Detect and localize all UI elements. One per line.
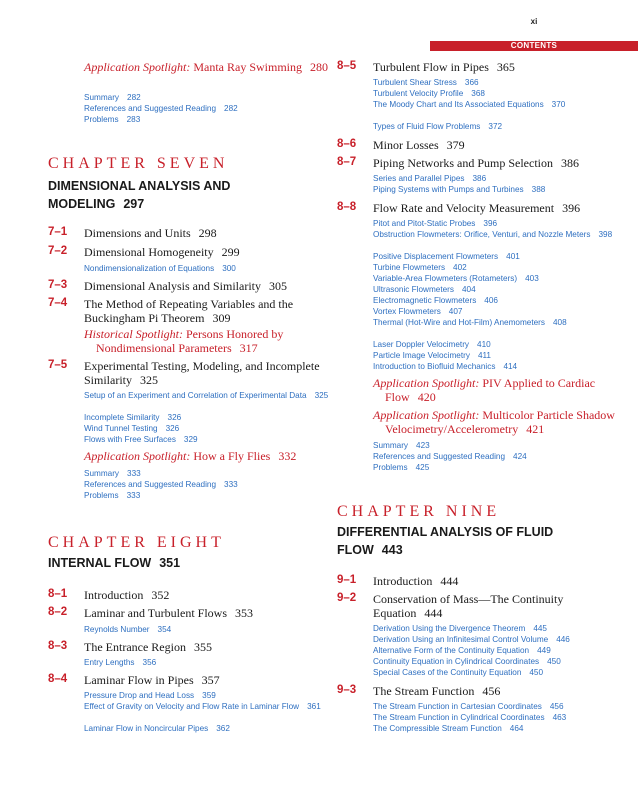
subsection-title: Turbulent Shear Stress bbox=[373, 78, 457, 87]
subsection-title: Introduction to Biofluid Mechanics bbox=[373, 362, 496, 371]
section-number: 8–7 bbox=[337, 156, 357, 168]
page-ref: 398 bbox=[598, 230, 613, 239]
spotlight-label: Application Spotlight: bbox=[84, 60, 191, 74]
subsection-entry[interactable] bbox=[84, 690, 334, 701]
subsection-entry[interactable] bbox=[373, 317, 635, 328]
section-number: 8–8 bbox=[337, 201, 357, 213]
section-number: 8–1 bbox=[48, 588, 68, 600]
section-number: 9–1 bbox=[337, 574, 357, 586]
page-ref: 443 bbox=[381, 543, 403, 557]
section-entry[interactable] bbox=[373, 574, 623, 588]
page-ref: 411 bbox=[477, 351, 491, 360]
subsection-title: Derivation Using the Divergence Theorem bbox=[373, 624, 526, 633]
subsection-entry[interactable] bbox=[373, 712, 623, 723]
subsection-title: Reynolds Number bbox=[84, 625, 150, 634]
subsection-entry[interactable] bbox=[373, 173, 623, 184]
page-ref: 329 bbox=[183, 435, 198, 444]
page-ref: 317 bbox=[239, 341, 258, 355]
subsection-entry[interactable] bbox=[84, 468, 334, 479]
subsection-entry[interactable] bbox=[84, 624, 334, 635]
section-number: 9–2 bbox=[337, 592, 357, 604]
page-ref: 283 bbox=[126, 115, 141, 124]
spotlight-title: Multicolor Particle Shadow Velocimetry/Accelerometry bbox=[385, 408, 615, 436]
subsection-title: Incomplete Similarity bbox=[84, 413, 160, 422]
subsection-entry[interactable] bbox=[373, 634, 623, 645]
page-ref: 450 bbox=[547, 657, 561, 666]
section-title: Dimensions and Units bbox=[84, 226, 191, 240]
subsection-entry[interactable] bbox=[373, 99, 635, 110]
subsection-entry[interactable] bbox=[373, 361, 623, 372]
page-ref: 353 bbox=[235, 606, 253, 620]
section-title: Conservation of Mass—The Continuity Equation bbox=[373, 592, 564, 620]
subsection-entry[interactable] bbox=[373, 273, 623, 284]
section-title: Laminar and Turbulent Flows bbox=[84, 606, 227, 620]
subsection-entry[interactable] bbox=[84, 723, 334, 734]
spotlight-label: Historical Spotlight: bbox=[84, 327, 183, 341]
section-entry[interactable] bbox=[373, 201, 623, 215]
subsection-title: Laser Doppler Velocimetry bbox=[373, 340, 470, 349]
page-ref: 456 bbox=[482, 684, 501, 698]
page-ref: 379 bbox=[446, 138, 465, 152]
spotlight-title: How a Fly Flies bbox=[193, 449, 271, 463]
section-entry[interactable] bbox=[84, 606, 334, 620]
subsection-title: Effect of Gravity on Velocity and Flow Rate in Laminar Flow bbox=[84, 702, 300, 711]
section-title: The Entrance Region bbox=[84, 640, 186, 654]
subsection-title: Turbulent Velocity Profile bbox=[373, 89, 464, 98]
page-ref: 282 bbox=[224, 104, 238, 113]
chapter-title[interactable] bbox=[337, 523, 577, 559]
subsection-title: Setup of an Experiment and Correlation of Experimental Data bbox=[84, 391, 307, 400]
page-ref: 449 bbox=[537, 646, 551, 655]
subsection-title: The Stream Function in Cartesian Coordinates bbox=[373, 702, 542, 711]
subsection-entry[interactable] bbox=[84, 412, 334, 423]
page-ref: 280 bbox=[310, 60, 328, 74]
page-ref: 359 bbox=[202, 691, 216, 700]
subsection-title: The Compressible Stream Function bbox=[373, 724, 502, 733]
page-ref: 333 bbox=[126, 491, 141, 500]
page-ref: 396 bbox=[483, 219, 498, 228]
section-number: 8–4 bbox=[48, 673, 68, 685]
section-number: 8–6 bbox=[337, 138, 357, 150]
page-ref: 425 bbox=[415, 463, 430, 472]
section-number: 7–1 bbox=[48, 226, 68, 238]
page-ref: 420 bbox=[417, 390, 436, 404]
spotlight-title: Manta Ray Swimming bbox=[193, 60, 302, 74]
page-ref: 351 bbox=[159, 556, 181, 570]
subsection-title: Piping Systems with Pumps and Turbines bbox=[373, 185, 524, 194]
subsection-title: Particle Image Velocimetry bbox=[373, 351, 470, 360]
section-title: The Stream Function bbox=[373, 684, 475, 698]
subsection-title: Series and Parallel Pipes bbox=[373, 174, 465, 183]
page-ref: 309 bbox=[212, 311, 231, 325]
section-number: 7–5 bbox=[48, 359, 68, 371]
page-ref: 355 bbox=[193, 640, 212, 654]
page-ref: 325 bbox=[140, 373, 158, 387]
subsection-title: Problems bbox=[84, 491, 119, 500]
page-ref: 372 bbox=[488, 122, 503, 131]
subsection-entry[interactable] bbox=[373, 451, 623, 462]
subsection-title: Alternative Form of the Continuity Equation bbox=[373, 646, 530, 655]
section-number: 7–3 bbox=[48, 279, 68, 291]
subsection-title: Electromagnetic Flowmeters bbox=[373, 296, 477, 305]
subsection-entry[interactable] bbox=[373, 218, 623, 229]
subsection-entry[interactable] bbox=[84, 103, 334, 114]
subsection-title: Vortex Flowmeters bbox=[373, 307, 441, 316]
page-ref: 368 bbox=[471, 89, 485, 98]
subsection-entry[interactable] bbox=[84, 701, 346, 712]
subsection-entry[interactable] bbox=[373, 667, 623, 678]
section-number: 8–5 bbox=[337, 60, 357, 72]
spotlight-entry[interactable] bbox=[373, 376, 623, 404]
chapter-title[interactable] bbox=[48, 554, 288, 572]
page-ref: 410 bbox=[477, 340, 491, 349]
section-title: Laminar Flow in Pipes bbox=[84, 673, 194, 687]
section-entry[interactable] bbox=[84, 297, 334, 325]
page-ref: 424 bbox=[513, 452, 527, 461]
spotlight-label: Application Spotlight: bbox=[373, 408, 480, 422]
subsection-entry[interactable] bbox=[373, 723, 623, 734]
page-ref: 421 bbox=[526, 422, 545, 436]
page-ref: 456 bbox=[549, 702, 564, 711]
page-ref: 333 bbox=[224, 480, 238, 489]
subsection-title: Obstruction Flowmeters: Orifice, Venturi, and Nozzle Meters bbox=[373, 230, 591, 239]
page-ref: 356 bbox=[142, 658, 157, 667]
page-ref: 362 bbox=[216, 724, 230, 733]
section-entry[interactable] bbox=[84, 279, 334, 293]
section-title: Flow Rate and Velocity Measurement bbox=[373, 201, 555, 215]
subsection-title: References and Suggested Reading bbox=[373, 452, 506, 461]
section-number: 7–2 bbox=[48, 245, 68, 257]
subsection-entry[interactable] bbox=[373, 440, 623, 451]
page-ref: 325 bbox=[314, 391, 329, 400]
page-ref: 366 bbox=[464, 78, 479, 87]
chapter-heading: CHAPTER SEVEN bbox=[48, 155, 229, 172]
page-ref: 401 bbox=[506, 252, 520, 261]
page-ref: 408 bbox=[552, 318, 567, 327]
spotlight-entry[interactable] bbox=[84, 327, 334, 355]
subsection-title: Flows with Free Surfaces bbox=[84, 435, 176, 444]
subsection-title: Continuity Equation in Cylindrical Coordinates bbox=[373, 657, 540, 666]
subsection-title: The Stream Function in Cylindrical Coordinates bbox=[373, 713, 545, 722]
spotlight-label: Application Spotlight: bbox=[373, 376, 480, 390]
page-ref: 352 bbox=[151, 588, 170, 602]
page-ref: 450 bbox=[529, 668, 544, 677]
chapter-title-text: DIMENSIONAL ANALYSIS AND MODELING bbox=[48, 179, 231, 211]
page-ref: 332 bbox=[278, 449, 297, 463]
subsection-title: References and Suggested Reading bbox=[84, 104, 217, 113]
page-ref: 300 bbox=[222, 264, 236, 273]
page-ref: 305 bbox=[269, 279, 287, 293]
section-entry[interactable] bbox=[373, 60, 623, 74]
page-ref: 463 bbox=[552, 713, 567, 722]
subsection-entry[interactable] bbox=[373, 77, 623, 88]
section-title: The Method of Repeating Variables and the Buckingham Pi Theorem bbox=[84, 297, 294, 325]
subsection-entry[interactable] bbox=[373, 262, 623, 273]
spotlight-entry[interactable] bbox=[84, 60, 334, 74]
page-ref: 386 bbox=[561, 156, 579, 170]
section-number: 7–4 bbox=[48, 297, 68, 309]
subsection-title: Ultrasonic Flowmeters bbox=[373, 285, 454, 294]
subsection-entry[interactable] bbox=[373, 462, 623, 473]
chapter-title-text: INTERNAL FLOW bbox=[48, 556, 152, 570]
page-ref: 404 bbox=[461, 285, 476, 294]
subsection-title: Positive Displacement Flowmeters bbox=[373, 252, 499, 261]
subsection-entry[interactable] bbox=[84, 434, 334, 445]
page-ref: 388 bbox=[531, 185, 546, 194]
subsection-title: Entry Lengths bbox=[84, 658, 135, 667]
subsection-title: Variable-Area Flowmeters (Rotameters) bbox=[373, 274, 518, 283]
subsection-title: Summary bbox=[373, 441, 409, 450]
subsection-title: Derivation Using an Infinitesimal Control Volume bbox=[373, 635, 549, 644]
section-title: Turbulent Flow in Pipes bbox=[373, 60, 489, 74]
subsection-title: Pressure Drop and Head Loss bbox=[84, 691, 195, 700]
section-number: 8–2 bbox=[48, 606, 68, 618]
subsection-entry[interactable] bbox=[373, 645, 623, 656]
subsection-title: Problems bbox=[84, 115, 119, 124]
page-ref: 333 bbox=[127, 469, 141, 478]
subsection-title: Wind Tunnel Testing bbox=[84, 424, 158, 433]
page-ref: 444 bbox=[424, 606, 443, 620]
subsection-title: Thermal (Hot-Wire and Hot-Film) Anemometers bbox=[373, 318, 545, 327]
spotlight-entry[interactable] bbox=[373, 408, 623, 436]
section-entry[interactable] bbox=[84, 226, 334, 240]
page-ref: 357 bbox=[201, 673, 220, 687]
subsection-entry[interactable] bbox=[373, 121, 623, 132]
page-ref: 354 bbox=[157, 625, 172, 634]
spotlight-title: Persons Honored by Nondimensional Parameters bbox=[96, 327, 284, 355]
subsection-entry[interactable] bbox=[373, 251, 623, 262]
page-ref: 298 bbox=[198, 226, 217, 240]
subsection-entry[interactable] bbox=[373, 184, 623, 195]
chapter-title[interactable] bbox=[48, 177, 288, 213]
page-ref: 406 bbox=[484, 296, 498, 305]
page-ref: 299 bbox=[221, 245, 240, 259]
subsection-title: Special Cases of the Continuity Equation bbox=[373, 668, 522, 677]
page-ref: 361 bbox=[307, 702, 321, 711]
subsection-entry[interactable] bbox=[373, 656, 623, 667]
subsection-entry[interactable] bbox=[84, 657, 334, 668]
page-ref: 445 bbox=[533, 624, 547, 633]
subsection-entry[interactable] bbox=[84, 423, 334, 434]
section-number: 9–3 bbox=[337, 684, 357, 696]
subsection-title: The Moody Chart and Its Associated Equations bbox=[373, 100, 544, 109]
subsection-entry[interactable] bbox=[373, 306, 623, 317]
spotlight-title: PIV Applied to Cardiac Flow bbox=[385, 376, 596, 404]
section-entry[interactable] bbox=[84, 245, 334, 259]
subsection-entry[interactable] bbox=[84, 479, 334, 490]
page-ref: 396 bbox=[562, 201, 581, 215]
page-ref: 402 bbox=[453, 263, 467, 272]
page-ref: 370 bbox=[551, 100, 566, 109]
page-ref: 282 bbox=[127, 93, 141, 102]
subsection-title: Nondimensionalization of Equations bbox=[84, 264, 215, 273]
section-entry[interactable] bbox=[373, 684, 623, 698]
subsection-entry[interactable] bbox=[373, 339, 623, 350]
subsection-entry[interactable] bbox=[373, 284, 623, 295]
section-entry[interactable] bbox=[84, 673, 334, 687]
subsection-entry[interactable] bbox=[373, 350, 623, 361]
spotlight-entry[interactable] bbox=[84, 449, 334, 463]
chapter-title-text: DIFFERENTIAL ANALYSIS OF FLUID FLOW bbox=[337, 525, 554, 557]
subsection-entry[interactable] bbox=[373, 88, 623, 99]
subsection-entry[interactable] bbox=[373, 229, 635, 240]
section-title: Minor Losses bbox=[373, 138, 439, 152]
subsection-entry[interactable] bbox=[84, 390, 346, 401]
subsection-title: Summary bbox=[84, 93, 120, 102]
section-title: Introduction bbox=[84, 588, 144, 602]
page-ref: 423 bbox=[416, 441, 430, 450]
subsection-title: Laminar Flow in Noncircular Pipes bbox=[84, 724, 209, 733]
page-ref: 464 bbox=[509, 724, 524, 733]
chapter-heading: CHAPTER EIGHT bbox=[48, 534, 225, 551]
chapter-heading: CHAPTER NINE bbox=[337, 503, 501, 520]
subsection-title: Pitot and Pitot-Static Probes bbox=[373, 219, 476, 228]
section-title: Dimensional Homogeneity bbox=[84, 245, 214, 259]
subsection-entry[interactable] bbox=[84, 263, 334, 274]
section-title: Introduction bbox=[373, 574, 433, 588]
subsection-title: Summary bbox=[84, 469, 120, 478]
subsection-title: Turbine Flowmeters bbox=[373, 263, 446, 272]
page-number: xi bbox=[530, 17, 538, 26]
subsection-title: Problems bbox=[373, 463, 408, 472]
running-header: CONTENTS bbox=[430, 41, 638, 51]
section-entry[interactable] bbox=[373, 156, 623, 170]
page-ref: 297 bbox=[123, 197, 145, 211]
spotlight-label: Application Spotlight: bbox=[84, 449, 191, 463]
page-ref: 326 bbox=[167, 413, 182, 422]
section-title: Dimensional Analysis and Similarity bbox=[84, 279, 261, 293]
page-ref: 386 bbox=[472, 174, 487, 183]
subsection-title: Types of Fluid Flow Problems bbox=[373, 122, 481, 131]
subsection-entry[interactable] bbox=[373, 295, 623, 306]
subsection-entry[interactable] bbox=[84, 92, 334, 103]
section-title: Experimental Testing, Modeling, and Incomplete Similarity bbox=[84, 359, 320, 387]
subsection-entry[interactable] bbox=[373, 623, 623, 634]
page-ref: 403 bbox=[525, 274, 539, 283]
subsection-entry[interactable] bbox=[373, 701, 623, 712]
page-ref: 326 bbox=[165, 424, 180, 433]
page-ref: 365 bbox=[496, 60, 515, 74]
subsection-title: References and Suggested Reading bbox=[84, 480, 217, 489]
page-ref: 407 bbox=[448, 307, 463, 316]
page-ref: 444 bbox=[440, 574, 459, 588]
page-ref: 446 bbox=[556, 635, 570, 644]
section-title: Piping Networks and Pump Selection bbox=[373, 156, 553, 170]
section-entry[interactable] bbox=[84, 359, 334, 387]
section-number: 8–3 bbox=[48, 640, 68, 652]
section-entry[interactable] bbox=[84, 588, 334, 602]
section-entry[interactable] bbox=[373, 138, 623, 152]
section-entry[interactable] bbox=[373, 592, 623, 620]
subsection-entry[interactable] bbox=[84, 114, 334, 125]
section-entry[interactable] bbox=[84, 640, 334, 654]
page-ref: 414 bbox=[503, 362, 518, 371]
subsection-entry[interactable] bbox=[84, 490, 334, 501]
